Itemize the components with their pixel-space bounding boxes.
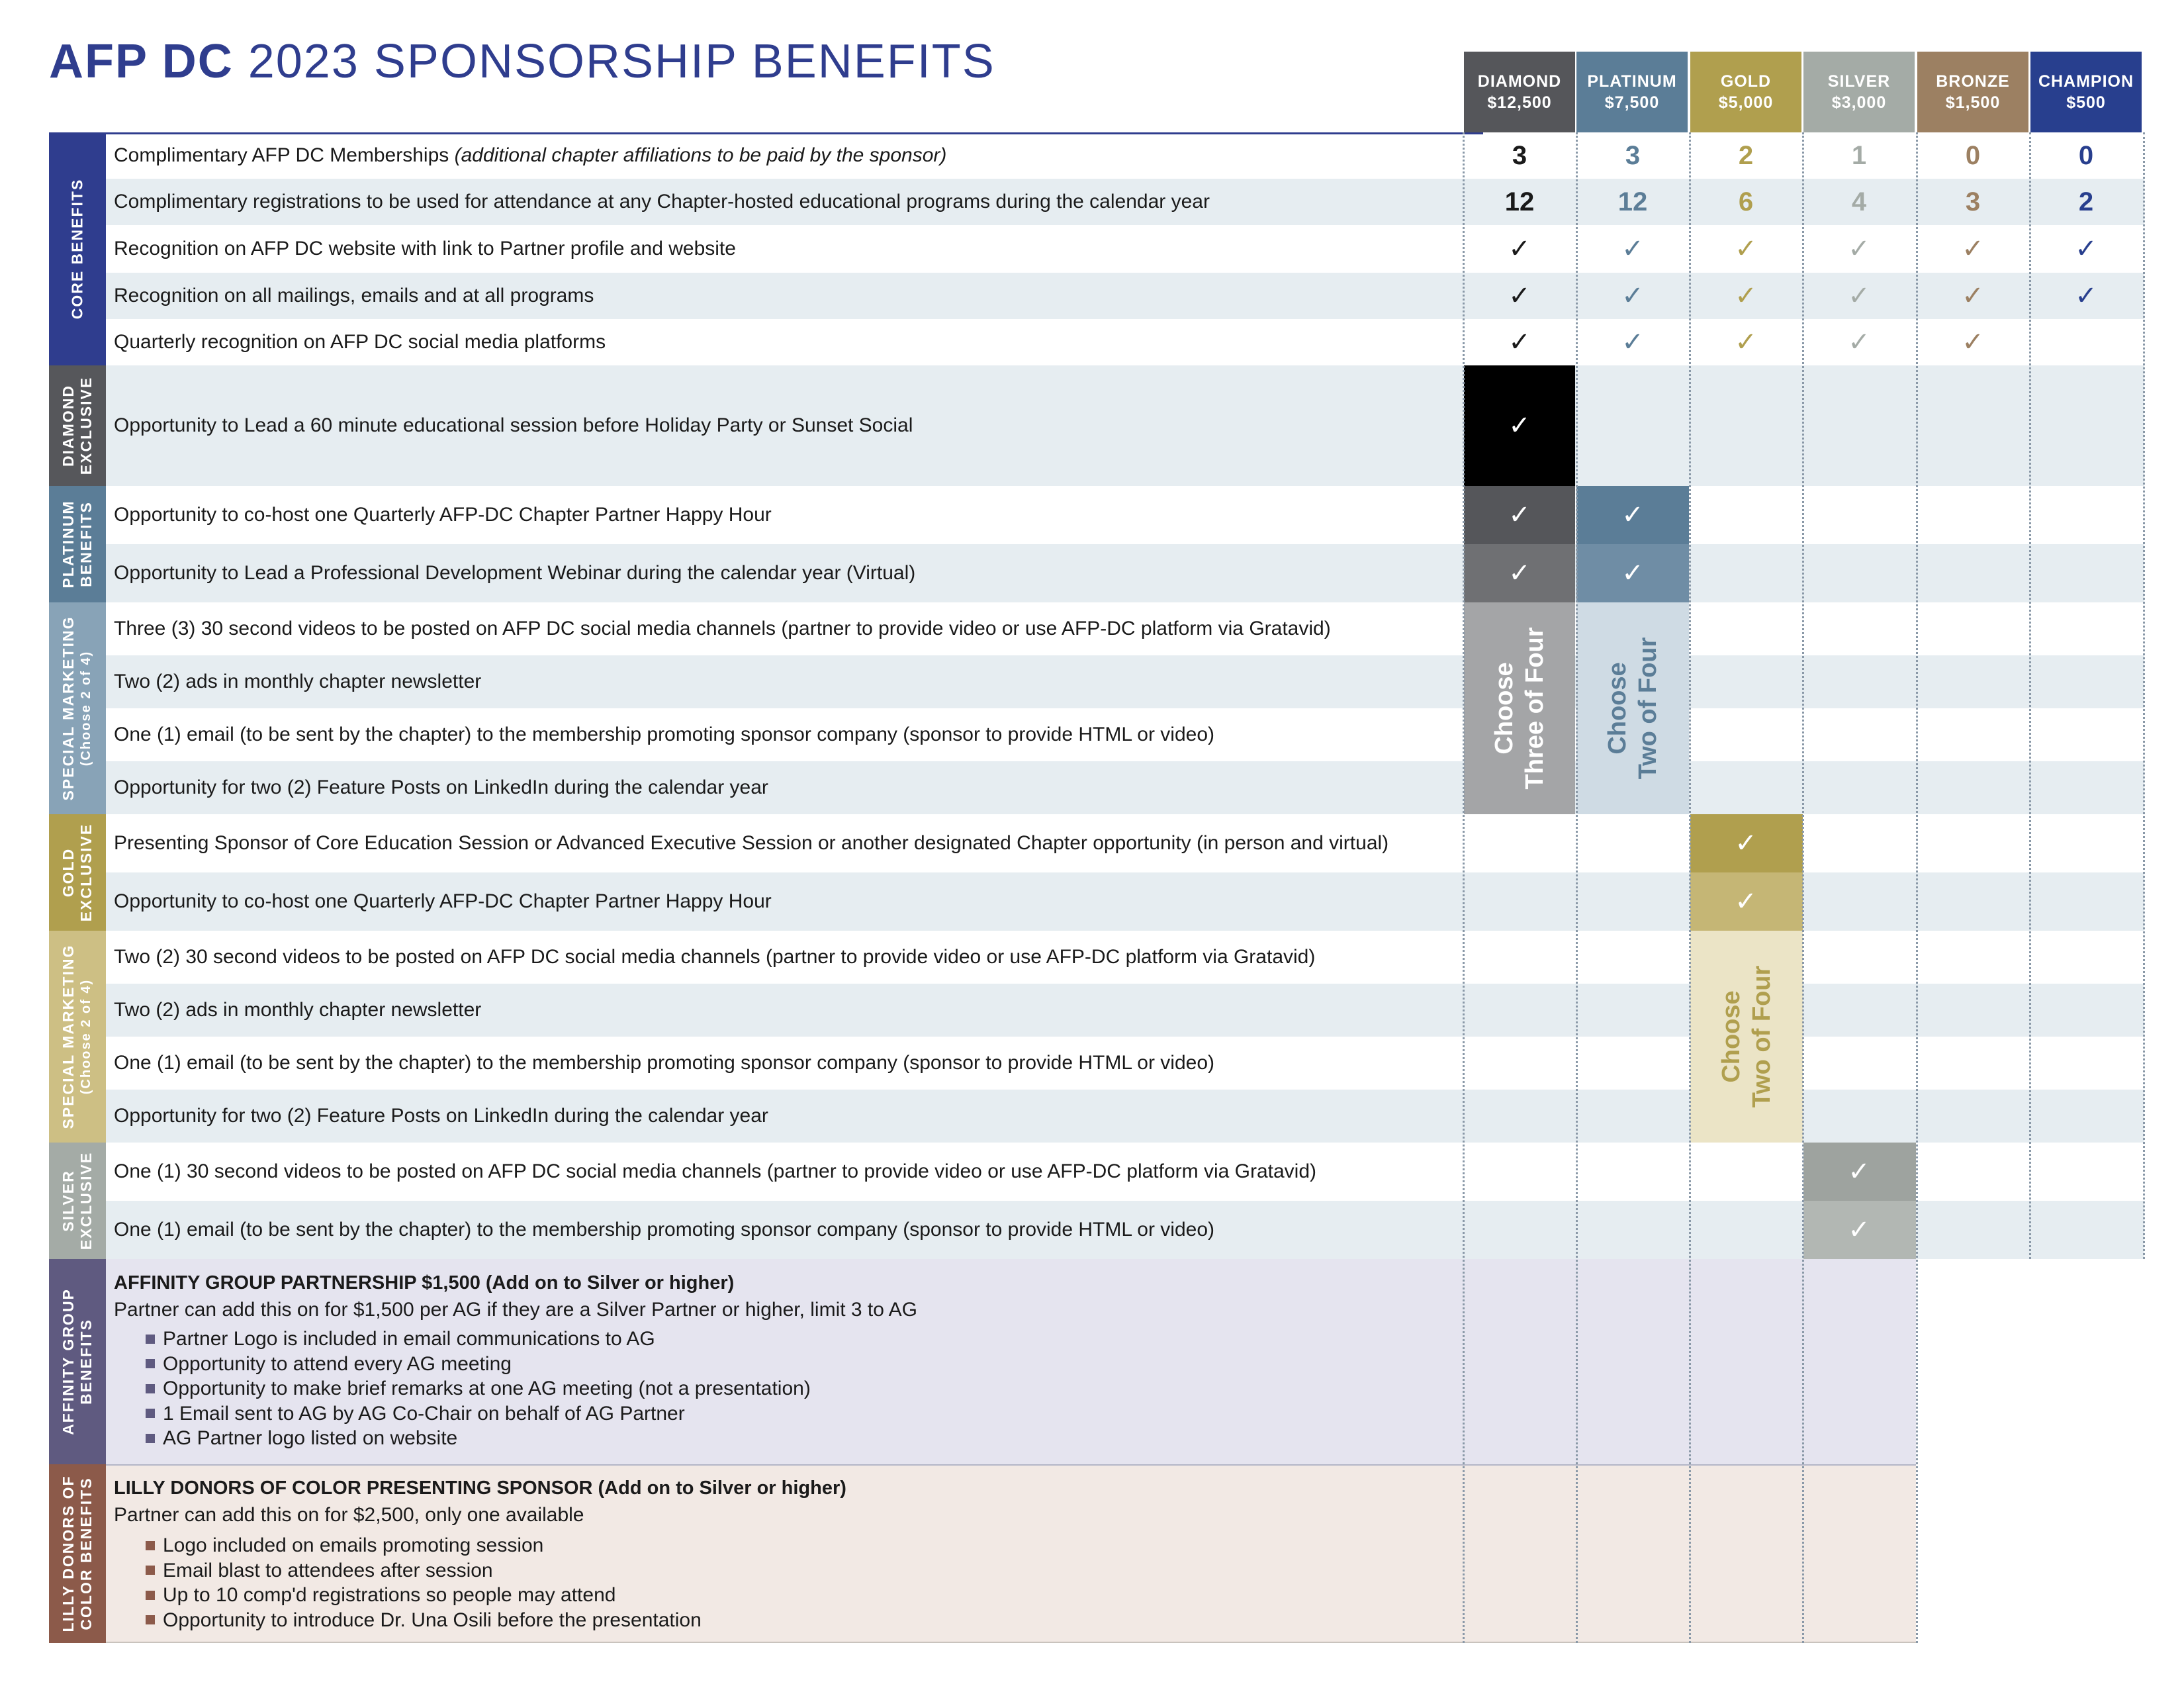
- row-educational-session: [114, 365, 913, 486]
- memberships-champion: 0: [2078, 140, 2094, 170]
- check-icon: ✓: [1621, 558, 1644, 588]
- check-icon: ✓: [1735, 886, 1757, 917]
- band-label: [60, 500, 95, 588]
- tier-name: PLATINUM: [1587, 72, 1677, 91]
- memberships-silver: 1: [1851, 140, 1867, 170]
- row-label: Recognition on all mailings, emails and at all programs: [114, 285, 594, 306]
- band-line: BENEFITS: [77, 1319, 95, 1405]
- check-icon: ✓: [1735, 327, 1757, 357]
- bullet-icon: [146, 1335, 155, 1344]
- band-label: CORE BENEFITS: [68, 178, 86, 320]
- choose-line: Three of Four: [1521, 627, 1549, 790]
- choose-line: Two of Four: [1748, 965, 1776, 1108]
- band-special-marketing-2: [49, 931, 106, 1143]
- check-icon: ✓: [1848, 281, 1870, 311]
- list-item-label: AG Partner logo listed on website: [163, 1427, 458, 1449]
- tier-name: BRONZE: [1936, 72, 2010, 91]
- row-label: Opportunity to Lead a 60 minute educational session before Holiday Party or Sunset Social: [114, 414, 913, 436]
- lilly-subheading: Partner can add this on for $2,500, only one available: [114, 1504, 584, 1526]
- band-line: SPECIAL MARKETING: [60, 616, 77, 801]
- bullet-icon: [146, 1615, 155, 1624]
- bullet-icon: [146, 1409, 155, 1418]
- band-label: [60, 377, 95, 475]
- check-icon: ✓: [1848, 1215, 1870, 1245]
- row-label: Two (2) ads in monthly chapter newsletter: [114, 999, 482, 1021]
- band-line: (Choose 2 of 4): [79, 650, 93, 767]
- row-label: Presenting Sponsor of Core Education Session or Advanced Executive Session or another designated Chapter opportunity (in person and virtual): [114, 832, 1389, 854]
- check-icon: ✓: [1621, 500, 1644, 530]
- band-line: EXCLUSIVE: [77, 1151, 95, 1250]
- check-icon: ✓: [1621, 327, 1644, 357]
- list-item-label: Opportunity to attend every AG meeting: [163, 1352, 512, 1375]
- row-ads: [114, 655, 481, 708]
- band-line: PLATINUM: [60, 500, 77, 588]
- registrations-silver: 4: [1851, 187, 1867, 216]
- tier-name: GOLD: [1720, 72, 1772, 91]
- choose-line: Choose: [1490, 662, 1518, 755]
- band-platinum-benefits: [49, 486, 106, 602]
- row-registrations: [114, 179, 1210, 225]
- row-memberships: [114, 132, 946, 179]
- title-bold: AFP DC: [49, 35, 234, 88]
- row-label: Opportunity for two (2) Feature Posts on LinkedIn during the calendar year: [114, 1105, 768, 1127]
- band-special-marketing-1: [49, 602, 106, 814]
- check-icon: ✓: [1848, 234, 1870, 264]
- tier-header-diamond: [1464, 52, 1575, 132]
- row-label: Two (2) 30 second videos to be posted on AFP DC social media channels (partner to provide video or use AFP-DC platform via Gratavid): [114, 946, 1316, 968]
- band-label: [60, 823, 95, 921]
- band-affinity-group: [49, 1259, 106, 1464]
- divider: [106, 1642, 1916, 1643]
- row-label: Opportunity to Lead a Professional Development Webinar during the calendar year (Virtual): [114, 562, 916, 584]
- row-ads-gold: [114, 984, 481, 1037]
- list-item-label: Up to 10 comp'd registrations so people may attend: [163, 1584, 616, 1606]
- band-label: [60, 1475, 95, 1632]
- choose-line: Choose: [1604, 662, 1631, 755]
- bullet-icon: [146, 1541, 155, 1550]
- band-label: [60, 1288, 95, 1435]
- row-label: Opportunity to co-host one Quarterly AFP-DC Chapter Partner Happy Hour: [114, 504, 772, 526]
- memberships-gold: 2: [1738, 140, 1754, 170]
- check-icon: ✓: [1508, 327, 1531, 357]
- list-item-label: Logo included on emails promoting session: [163, 1534, 544, 1556]
- row-label: Recognition on AFP DC website with link to Partner profile and website: [114, 238, 736, 259]
- band-label: [60, 1152, 95, 1250]
- row-video-silver: [114, 1143, 1316, 1201]
- check-icon: ✓: [1508, 558, 1531, 588]
- row-email-silver: [114, 1201, 1214, 1259]
- check-icon: ✓: [1735, 281, 1757, 311]
- row-label: One (1) email (to be sent by the chapter) to the membership promoting sponsor company (sponsor to provide HTML or video): [114, 1052, 1214, 1074]
- row-label: One (1) email (to be sent by the chapter) to the membership promoting sponsor company (sponsor to provide HTML or video): [114, 1219, 1214, 1241]
- tier-price: $3,000: [1831, 93, 1887, 112]
- list-item: [146, 1426, 811, 1451]
- band-silver-exclusive: [49, 1143, 106, 1259]
- list-item: [146, 1401, 811, 1427]
- row-mailings-recognition: [114, 273, 594, 319]
- row-label: Two (2) ads in monthly chapter newsletter: [114, 671, 482, 692]
- bullet-icon: [146, 1359, 155, 1368]
- bullet-icon: [146, 1384, 155, 1393]
- bullet-icon: [146, 1591, 155, 1600]
- list-item-label: Partner Logo is included in email communications to AG: [163, 1328, 655, 1350]
- list-item-label: 1 Email sent to AG by AG Co-Chair on behalf of AG Partner: [163, 1402, 685, 1425]
- registrations-platinum: 12: [1617, 187, 1648, 216]
- check-icon: ✓: [1508, 234, 1531, 264]
- band-line: EXCLUSIVE: [77, 823, 95, 922]
- list-item: [146, 1533, 702, 1558]
- row-presenting-sponsor: [114, 814, 1388, 872]
- registrations-diamond: 12: [1504, 187, 1535, 216]
- page-title: [49, 34, 995, 89]
- row-linkedin: [114, 761, 768, 814]
- check-icon: ✓: [1508, 410, 1531, 441]
- tier-header-champion: [2030, 52, 2142, 132]
- band-gold-exclusive: [49, 814, 106, 931]
- choose-label-platinum: [1602, 637, 1663, 780]
- tier-header-gold: [1690, 52, 1801, 132]
- row-linkedin-gold: [114, 1090, 768, 1143]
- column-divider: [2143, 132, 2145, 1259]
- check-icon: ✓: [2075, 234, 2097, 264]
- lilly-list: [146, 1533, 702, 1632]
- band-line: BENEFITS: [77, 501, 95, 587]
- band-line: EXCLUSIVE: [77, 376, 95, 475]
- tier-header-platinum: [1576, 52, 1688, 132]
- list-item: [146, 1376, 811, 1401]
- band-line: SILVER: [60, 1170, 77, 1232]
- row-label: Complimentary AFP DC Memberships: [114, 144, 449, 166]
- check-icon: ✓: [1962, 234, 1984, 264]
- band-line: COLOR BENEFITS: [77, 1477, 95, 1630]
- tier-price: $12,500: [1487, 93, 1552, 112]
- row-webinar: [114, 544, 915, 602]
- choose-label-diamond: [1489, 628, 1550, 790]
- tier-price: $7,500: [1604, 93, 1660, 112]
- band-label: [60, 945, 95, 1129]
- row-label: One (1) 30 second videos to be posted on AFP DC social media channels (partner to provide video or use AFP-DC platform via Gratavid): [114, 1160, 1317, 1182]
- band-line: (Choose 2 of 4): [79, 978, 93, 1095]
- memberships-platinum: 3: [1625, 140, 1641, 170]
- band-label: [60, 616, 95, 801]
- check-icon: ✓: [1508, 500, 1531, 530]
- row-email: [114, 708, 1214, 761]
- row-videos-three: [114, 602, 1331, 655]
- bullet-icon: [146, 1434, 155, 1443]
- memberships-diamond: 3: [1512, 140, 1527, 170]
- list-item: [146, 1583, 702, 1608]
- bullet-icon: [146, 1566, 155, 1575]
- tier-header-silver: [1803, 52, 1915, 132]
- choose-label-gold: [1716, 966, 1777, 1108]
- row-label: Complimentary registrations to be used for attendance at any Chapter-hosted educational programs during the calendar year: [114, 191, 1210, 212]
- tier-name: CHAMPION: [2038, 72, 2134, 91]
- divider: [106, 1464, 1916, 1466]
- check-icon: ✓: [1621, 281, 1644, 311]
- row-videos-two: [114, 931, 1315, 984]
- registrations-bronze: 3: [1965, 187, 1981, 216]
- band-line: AFFINITY GROUP: [60, 1288, 77, 1435]
- row-label: Opportunity for two (2) Feature Posts on LinkedIn during the calendar year: [114, 776, 768, 798]
- row-website-recognition: [114, 225, 736, 273]
- check-icon: ✓: [1962, 327, 1984, 357]
- choose-line: Choose: [1717, 990, 1745, 1083]
- lilly-heading: LILLY DONORS OF COLOR PRESENTING SPONSOR (Add on to Silver or higher): [114, 1477, 846, 1499]
- check-icon: ✓: [1621, 234, 1644, 264]
- tier-price: $500: [2066, 93, 2106, 112]
- row-social-recognition: [114, 319, 606, 365]
- affinity-list: [146, 1327, 811, 1451]
- band-line: DIAMOND: [60, 385, 77, 467]
- list-item: [146, 1327, 811, 1352]
- list-item: [146, 1608, 702, 1633]
- list-item: [146, 1352, 811, 1377]
- row-label: One (1) email (to be sent by the chapter) to the membership promoting sponsor company (sponsor to provide HTML or video): [114, 724, 1214, 745]
- list-item-label: Opportunity to introduce Dr. Una Osili before the presentation: [163, 1609, 702, 1631]
- row-happy-hour: [114, 486, 772, 544]
- list-item-label: Opportunity to make brief remarks at one AG meeting (not a presentation): [163, 1378, 811, 1399]
- band-line: LILLY DONORS OF: [60, 1475, 77, 1632]
- check-icon: ✓: [1848, 327, 1870, 357]
- row-email-gold: [114, 1037, 1214, 1090]
- row-note: (additional chapter affiliations to be paid by the sponsor): [454, 144, 947, 166]
- affinity-heading: AFFINITY GROUP PARTNERSHIP $1,500 (Add on to Silver or higher): [114, 1272, 735, 1293]
- row-happy-hour-gold: [114, 872, 772, 931]
- band-core-benefits: [49, 132, 106, 365]
- band-line: GOLD: [60, 847, 77, 898]
- affinity-subheading: Partner can add this on for $1,500 per AG if they are a Silver Partner or higher, limit 3 to AG: [114, 1299, 917, 1321]
- tier-name: SILVER: [1827, 72, 1891, 91]
- row-label: Opportunity to co-host one Quarterly AFP-DC Chapter Partner Happy Hour: [114, 890, 772, 912]
- check-icon: ✓: [1735, 828, 1757, 859]
- check-icon: ✓: [1735, 234, 1757, 264]
- tier-name: DIAMOND: [1477, 72, 1562, 91]
- check-icon: ✓: [1848, 1156, 1870, 1187]
- tier-price: $1,500: [1945, 93, 2001, 112]
- memberships-bronze: 0: [1965, 140, 1981, 170]
- registrations-champion: 2: [2078, 187, 2094, 216]
- check-icon: ✓: [1962, 281, 1984, 311]
- row-label: Three (3) 30 second videos to be posted on AFP DC social media channels (partner to provide video or use AFP-DC platform via Gratavid): [114, 618, 1331, 639]
- band-line: SPECIAL MARKETING: [60, 944, 77, 1129]
- check-icon: ✓: [1508, 281, 1531, 311]
- tier-price: $5,000: [1718, 93, 1774, 112]
- tier-header-bronze: [1917, 52, 2028, 132]
- row-label: Quarterly recognition on AFP DC social media platforms: [114, 331, 606, 353]
- choose-line: Two of Four: [1634, 637, 1662, 780]
- registrations-gold: 6: [1738, 187, 1754, 216]
- band-diamond-exclusive: [49, 365, 106, 486]
- title-rest: 2023 SPONSORSHIP BENEFITS: [248, 35, 995, 88]
- check-icon: ✓: [2075, 281, 2097, 311]
- list-item: [146, 1558, 702, 1583]
- band-lilly-donors: [49, 1464, 106, 1643]
- list-item-label: Email blast to attendees after session: [163, 1559, 493, 1581]
